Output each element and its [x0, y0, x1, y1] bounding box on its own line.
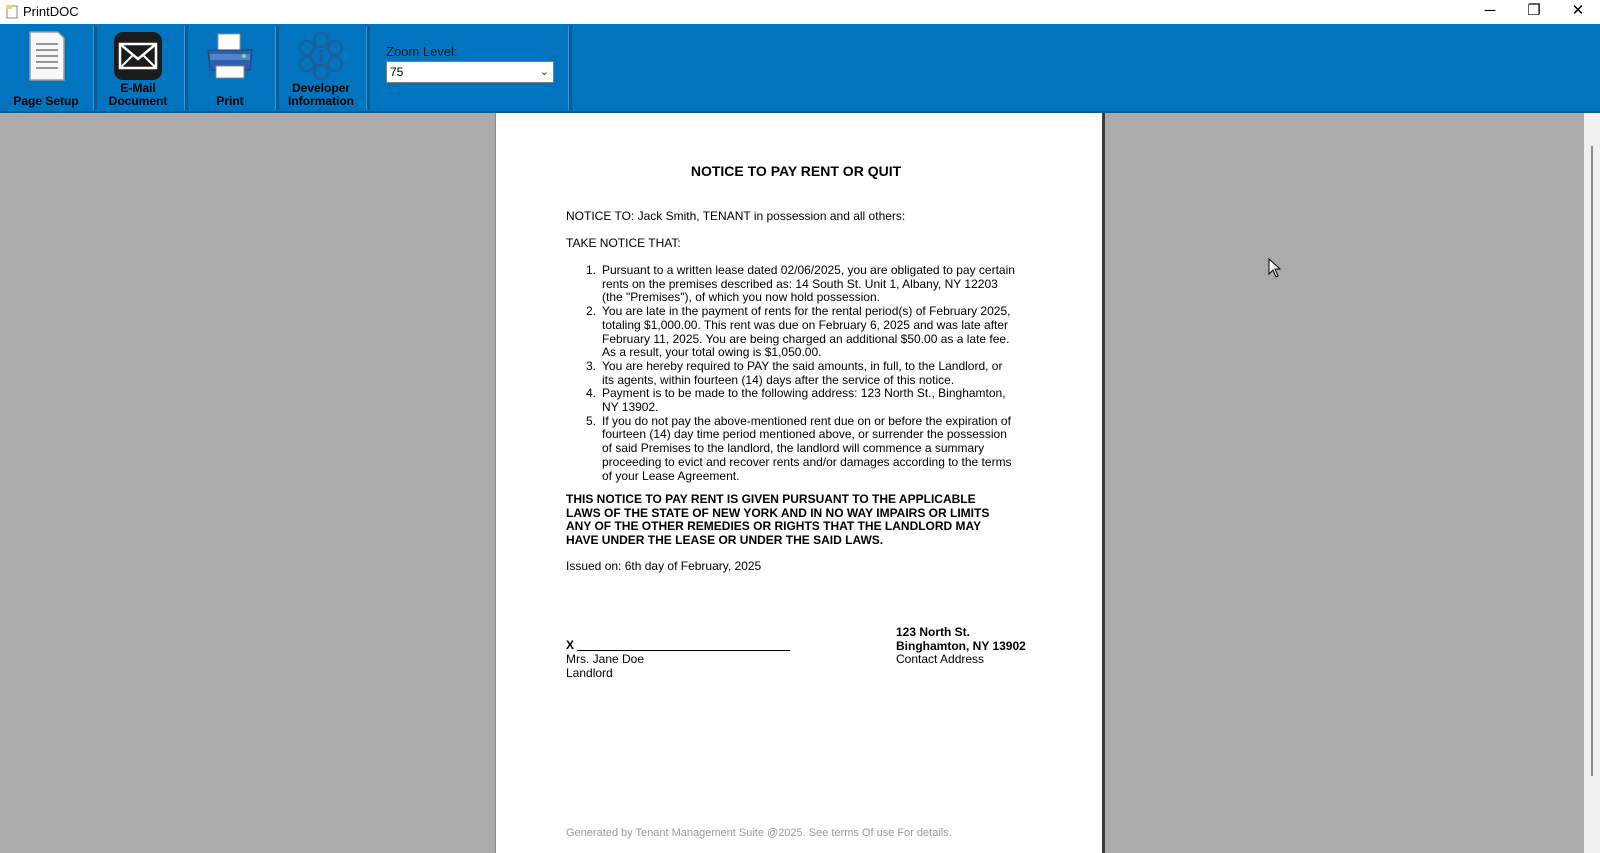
page-setup-label-line1: Page Setup [13, 94, 79, 108]
close-button[interactable]: ✕ [1571, 2, 1585, 19]
developer-label-line1: Developer [291, 81, 351, 95]
page-setup-label [3, 95, 89, 108]
window-title: PrintDOC [23, 4, 79, 19]
list-item [566, 360, 1016, 387]
notice-items-list [566, 264, 1016, 483]
developer-information-label [278, 82, 364, 108]
vertical-scrollbar[interactable] [1584, 113, 1600, 853]
contact-address-block [896, 626, 1026, 667]
print-label-line1: Print [216, 94, 244, 108]
scrollbar-thumb[interactable] [1591, 146, 1593, 776]
email-label-line1: E-Mail [120, 81, 156, 95]
signature-line [577, 650, 790, 651]
zoom-level-select[interactable] [386, 61, 554, 83]
list-item-text: You are hereby required to PAY the said amounts, in full, to the Landlord, or its agents, within fourteen (14) days after the service of this notice. [602, 358, 1003, 387]
maximize-button[interactable]: ❐ [1527, 2, 1541, 19]
toolbar-separator [366, 26, 370, 110]
landlord-role: Landlord [566, 666, 613, 680]
list-item-number: 2. [586, 304, 597, 319]
document-title: NOTICE TO PAY RENT OR QUIT [690, 163, 902, 179]
document-page [495, 113, 1105, 853]
document-footer: Generated by Tenant Management Suite @2025. See terms Of use For details. [566, 827, 952, 839]
list-item [566, 305, 1016, 360]
list-item-number: 4. [586, 386, 597, 401]
email-label-line2: Document [108, 94, 168, 108]
print-button[interactable] [187, 28, 273, 108]
list-item-number: 5. [586, 413, 597, 428]
email-document-button[interactable] [95, 28, 181, 108]
notice-to-line: NOTICE TO: Jack Smith, TENANT in possession and all others: [566, 209, 906, 223]
printer-icon [204, 30, 256, 82]
list-item-number: 1. [586, 263, 597, 277]
toolbar [0, 24, 1600, 113]
list-item [566, 387, 1016, 414]
list-item-text: Pursuant to a written lease dated 02/06/2025, you are obligated to pay certain rents on the premises described as: 14 South St. Unit 1, Albany, NY 12203 (the "Premises"), of which you now hold possession. [602, 263, 1015, 305]
mouse-cursor-icon [1268, 258, 1282, 278]
developer-label-line2: Information [288, 94, 354, 108]
envelope-icon [112, 30, 164, 82]
zoom-level-label: Zoom Level: [386, 44, 458, 59]
issued-date: Issued on: 6th day of February, 2025 [566, 559, 762, 573]
contact-address-line1: 123 North St. [896, 625, 971, 639]
developer-information-button[interactable] [278, 28, 364, 108]
document-icon [20, 30, 72, 82]
list-item [566, 415, 1016, 484]
info-icon [295, 30, 347, 82]
document-viewer[interactable] [0, 113, 1600, 853]
toolbar-separator [568, 26, 572, 110]
legal-notice: THIS NOTICE TO PAY RENT IS GIVEN PURSUANT TO THE APPLICABLE LAWS OF THE STATE OF NEW YORK AND IN NO WAY IMPAIRS OR LIMITS ANY OF THE OTHER REMEDIES OR RIGHTS THAT THE LANDLORD MAY HAVE UNDER THE LEASE OR UNDER THE SAID LAWS. [566, 492, 990, 548]
contact-address-label: Contact Address [896, 652, 985, 667]
landlord-name: Mrs. Jane Doe [566, 652, 645, 666]
minimize-button[interactable]: ─ [1484, 2, 1496, 19]
email-document-label [95, 82, 181, 108]
zoom-level-value: 75 [390, 65, 404, 79]
list-item-number: 3. [586, 358, 597, 373]
signature-mark: X [566, 638, 575, 652]
page-setup-button[interactable] [3, 28, 89, 108]
list-item-text: You are late in the payment of rents for the rental period(s) of February 2025, totaling $1,000.00. This rent was due on February 6, 2025 and was late after February 11, 2025. You are being charged an additional $50.00 as a late fee. As a result, your total owing is $1,050.00. [602, 304, 1011, 360]
take-notice-line: TAKE NOTICE THAT: [566, 236, 681, 250]
app-icon [6, 5, 18, 19]
list-item-text: Payment is to be made to the following address: 123 North St., Binghamton, NY 13902. [602, 386, 1006, 415]
print-label [187, 95, 273, 108]
contact-address-line2: Binghamton, NY 13902 [896, 638, 1026, 653]
title-bar [0, 0, 1600, 24]
chevron-down-icon[interactable]: ⌄ [539, 66, 549, 78]
list-item [566, 264, 1016, 305]
list-item-text: If you do not pay the above-mentioned rent due on or before the expiration of fourteen (14) day time period mentioned above, or surrender the possession of said Premises to the landlord, the landlord will commence a summary proceeding to evict and recover rents and/or damages according to the terms of your Lease Agreement. [602, 413, 1012, 483]
